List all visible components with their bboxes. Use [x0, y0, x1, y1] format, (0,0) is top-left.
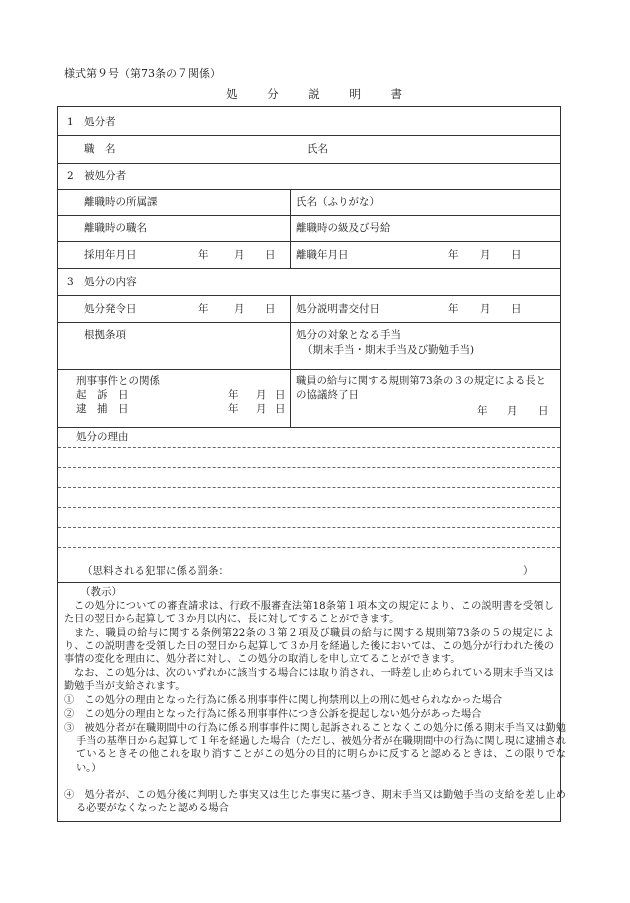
instruction-item-2: ② この処分の理由となった行為に係る刑事事件につき公訴を提起しない処分があった場合	[64, 709, 482, 720]
arrest-day-unit: 日	[275, 403, 286, 415]
hire-date-label: 採用年月日	[84, 249, 137, 261]
disposition-day-unit: 日	[265, 303, 276, 315]
disposition-month-unit: 月	[234, 303, 245, 315]
retire-month-unit: 月	[480, 249, 491, 261]
arrest-date-label: 逮 捕 日	[76, 403, 129, 415]
instruction-paragraph-1: この処分についての審査請求は、行政不服審査法第18条第１項本文の規定により、この説明書を受領した日の翌日から起算して３か月以内に、長に対してすることができます。	[64, 601, 554, 626]
legal-basis-label: 根拠条項	[84, 329, 126, 341]
instruction-item-4: ④ 処分者が、この処分後に判明した事実又は生じた事実に基づき、期末手当又は勤勉手当の支給を差し止める必要がなくなったと認める場合	[64, 790, 566, 815]
prosecution-year-unit: 年	[228, 389, 239, 401]
consultation-label-line1: 職員の給与に関する規則第73条の３の規定による長と	[296, 375, 546, 387]
section-2-heading: 2 被処分者	[67, 170, 127, 182]
penalty-clause-label: （思料される犯罪に係る罰条：	[82, 565, 229, 577]
furigana-name-label: 氏名（ふりがな）	[296, 196, 380, 208]
issuer-name-label: 氏名	[307, 143, 328, 155]
instruction-item-3: ③ 被処分者が在職期間中の行為に係る刑事事件に関し起訴されることなくこの処分に係る期末手当又は勤勉手当の基準日から起算して１年を経過した場合（ただし、被処分者が在職期間中の行為に関し現に逮捕されているときその他これを取り消すことがこの処分の目的に明らかに反すると認めるときは、この限りでない。）	[64, 723, 566, 774]
instruction-paragraph-2: また、職員の給与に関する条例第22条の３第２項及び職員の給与に関する規則第73条の５の規定により、この説明書を受領した日の翌日から起算して３か月を経過した後においては、この処分が行われた後の事情の変化を理由に、処分者に対し、この処分の取消しを申し立てることができます。	[64, 628, 554, 666]
consultation-label-line2: の協議終了日	[296, 389, 359, 401]
delivery-month-unit: 月	[480, 303, 491, 315]
consultation-day-unit: 日	[538, 405, 549, 417]
section-1-heading: 1 処分者	[67, 116, 116, 128]
target-allowance-options: （期末手当・期末手当及び勤勉手当)	[302, 344, 475, 356]
prosecution-month-unit: 月	[256, 389, 267, 401]
reason-label: 処分の理由	[76, 431, 129, 443]
arrest-month-unit: 月	[256, 403, 267, 415]
instruction-paragraph-3: なお、この処分は、次のいずれかに該当する場合には取り消され、一時差し止められている期末手当又は勤勉手当が支給されます。	[64, 668, 554, 693]
delivery-day-unit: 日	[511, 303, 522, 315]
consultation-year-unit: 年	[477, 405, 488, 417]
arrest-year-unit: 年	[228, 403, 239, 415]
retire-date-label: 離職年月日	[296, 249, 349, 261]
delivery-date-label: 処分説明書交付日	[296, 303, 380, 315]
document-title: 処 分 説 明 書	[225, 87, 405, 101]
prosecution-day-unit: 日	[275, 389, 286, 401]
hire-month-unit: 月	[234, 249, 245, 261]
section-3-heading: 3 処分の内容	[67, 276, 137, 288]
form-table	[57, 106, 566, 822]
form-number: 様式第９号（第73条の７関係）	[64, 67, 221, 80]
retire-day-unit: 日	[511, 249, 522, 261]
criminal-case-label: 刑事事件との関係	[76, 375, 160, 387]
instruction-item-1: ① この処分の理由となった行為に係る刑事事件に関し拘禁刑以上の刑に処せられなかった場合	[64, 695, 503, 706]
disposition-date-label: 処分発令日	[84, 303, 137, 315]
issuer-title-label: 職 名	[84, 143, 116, 155]
target-allowance-label: 処分の対象となる手当	[296, 329, 401, 341]
penalty-clause-close: ）	[523, 565, 534, 577]
hire-day-unit: 日	[265, 249, 276, 261]
consultation-month-unit: 月	[507, 405, 518, 417]
disposition-year-unit: 年	[198, 303, 209, 315]
delivery-year-unit: 年	[448, 303, 459, 315]
instruction-heading: （教示）	[80, 586, 122, 598]
post-at-retirement-label: 離職時の職名	[84, 222, 147, 234]
hire-year-unit: 年	[198, 249, 209, 261]
retire-year-unit: 年	[448, 249, 459, 261]
dept-at-retirement-label: 離職時の所属課	[84, 196, 158, 208]
prosecution-date-label: 起 訴 日	[76, 389, 129, 401]
grade-at-retirement-label: 離職時の級及び号給	[296, 222, 391, 234]
